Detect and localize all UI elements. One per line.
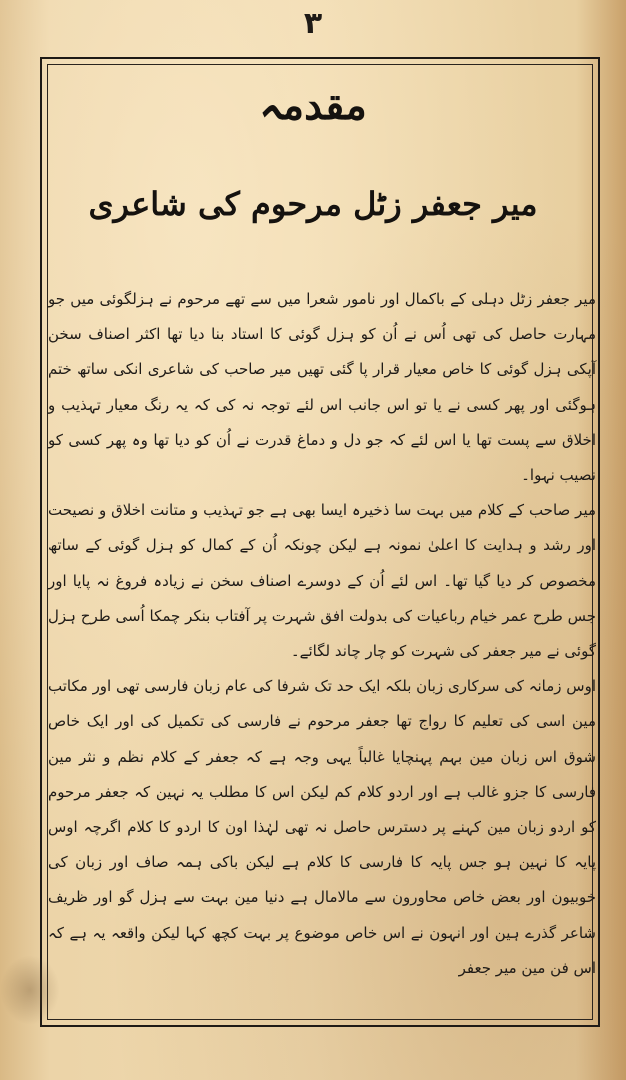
chapter-heading: مقدمہ [259, 82, 367, 129]
paragraph: اوس زمانہ کی سرکاری زبان بلکہ ایک حد تک شرفا کی عام زبان فارسی تھی اور مکاتب مین اسی کی تعلیم کا رواج تھا جعفر مرحوم نے فارسی کی تکمیل کی اور ایک خاص شوق اس زبان مین بہم پہنچایا غالباً یہی وجہ ہے کہ جعفر کے کلام نظم و نثر مین فارسی کا جزو غالب ہے اور اردو کلام کم لیکن اس کا مطلب یہ نہین کہ جعفر مرحوم کو اردو زبان مین کہنے پر دسترس حاصل نہ تھی لہٰذا اون کا اردو کا کلام اگرچہ اوس پایہ کا نہین ہو جس پایہ کا فارسی کا کلام ہے لیکن باکی ہمہ صاف اور زبان کی خوبیون اور بعض خاص محاورون سے مالامال ہے دنیا مین بہت سے ہزل گو اور ظریف شاعر گذرے ہین اور انہون نے اس خاص موضوع پر بہت کچھ کہا لیکن واقعہ یہ ہے کہ اس فن مین میر جعفر [48, 677, 596, 977]
paragraph: میر صاحب کے کلام میں بہت سا ذخیرہ ایسا بھی ہے جو تہذیب و متانت اخلاق و نصیحت اور رشد و ہدایت کا اعلیٰ نمونہ ہے لیکن چونکہ اُن کے کمال کو ہزل گوئی کے ساتھ مخصوص کر دیا گیا تھا۔ اس لئے اُن کے دوسرے اصناف سخن نے زیادہ فروغ نہ پایا اور جس طرح عمر خیام رباعیات کی بدولت افق شہرت پر آفتاب بنکر چمکا اُسی طرح ہزل گوئی نے میر جعفر کی شہرت کو چار چاند لگائے۔ [48, 501, 596, 661]
page-number: ۳ [303, 6, 323, 41]
chapter-subheading: میر جعفر زٹل مرحوم کی شاعری [88, 185, 538, 223]
paper-stain [0, 955, 60, 1025]
paragraph: میر جعفر زٹل دہلی کے باکمال اور نامور شعرا میں سے تھے مرحوم نے ہزلگوئی میں جو مہارت حاصل کی تھی اُس نے اُن کو ہزل گوئی کا استاد بنا دیا تھا اکثر اصناف سخن آپکی ہزل گوئی کا خاص معیار قرار پا گئی تھیں میر صاحب کی شاعری انکی ساتھ ختم ہوگئی اور پھر کسی نے یا تو اس جانب اس لئے توجہ نہ کی کہ یہ رنگ معیار تہذیب و اخلاق سے پست تھا یا اس لئے کہ جو دل و دماغ قدرت نے اُن کو دیا تھا وہ پھر کسی کو نصیب نہوا۔ [48, 290, 596, 485]
body-text [48, 282, 596, 986]
